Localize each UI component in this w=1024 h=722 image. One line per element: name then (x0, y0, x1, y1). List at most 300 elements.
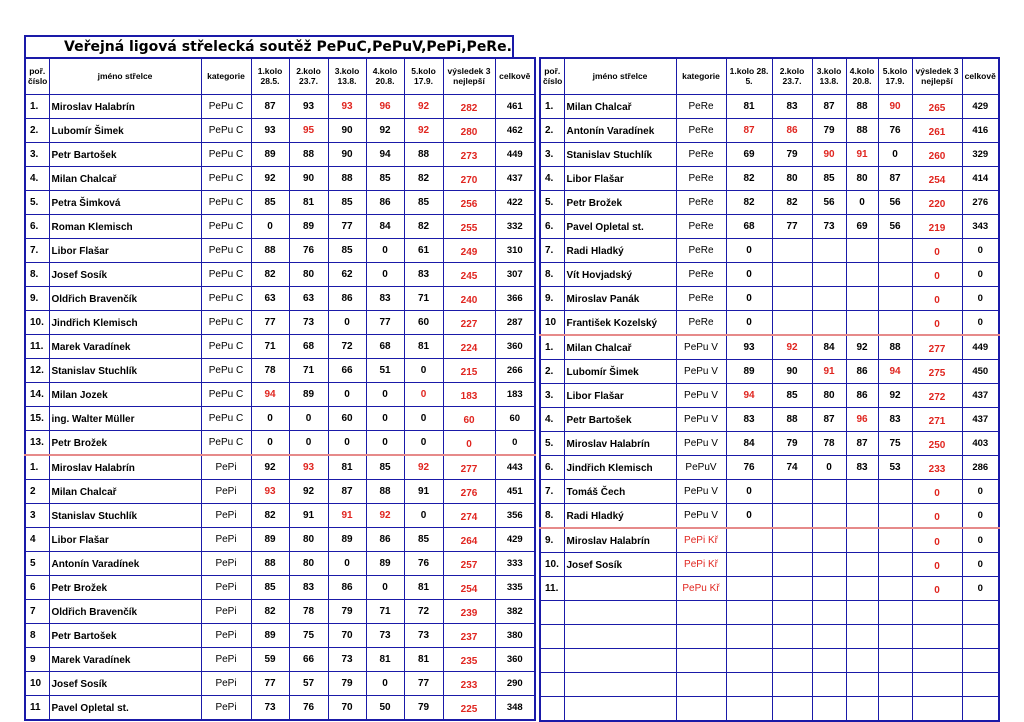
total-score: 461 (495, 95, 535, 119)
round-4-score: 89 (366, 552, 404, 576)
round-3-score (812, 697, 846, 722)
round-2-score (772, 697, 812, 722)
table-row (540, 432, 999, 456)
round-4-score: 83 (366, 287, 404, 311)
round-2-score: 79 (772, 432, 812, 456)
best-3-result: 237 (443, 624, 495, 648)
rank-cell: 9. (540, 287, 564, 311)
header-rank: poř. číslo (540, 58, 564, 95)
round-1-score: 59 (251, 648, 289, 672)
category-cell: PePu C (201, 359, 251, 383)
round-3-score: 66 (328, 359, 366, 383)
total-score: 429 (495, 528, 535, 552)
best-3-result: 250 (912, 432, 962, 456)
table-row (25, 672, 535, 696)
table-row (540, 456, 999, 480)
round-2-score (772, 311, 812, 336)
round-3-score (812, 553, 846, 577)
table-row (25, 263, 535, 287)
round-5-score: 77 (404, 672, 443, 696)
round-4-score: 94 (366, 143, 404, 167)
total-score: 451 (495, 480, 535, 504)
left-results-table (24, 57, 536, 721)
round-3-score (812, 287, 846, 311)
rank-cell: 1. (540, 95, 564, 119)
shooter-name: Libor Flašar (564, 384, 676, 408)
round-5-score: 92 (878, 384, 912, 408)
round-3-score: 81 (328, 455, 366, 480)
round-5-score (878, 528, 912, 553)
round-5-score: 88 (404, 143, 443, 167)
shooter-name: Milan Chalcař (564, 95, 676, 119)
round-1-score: 68 (726, 215, 772, 239)
round-5-score: 79 (404, 696, 443, 721)
round-2-score (772, 649, 812, 673)
round-3-score: 70 (328, 696, 366, 721)
round-3-score (812, 239, 846, 263)
round-1-score: 94 (726, 384, 772, 408)
round-3-score: 85 (812, 167, 846, 191)
best-3-result: 265 (912, 95, 962, 119)
round-1-score (726, 625, 772, 649)
table-row (25, 624, 535, 648)
best-3-result: 0 (912, 577, 962, 601)
round-4-score: 88 (846, 119, 878, 143)
round-3-score: 93 (328, 95, 366, 119)
table-row (25, 600, 535, 624)
table-row (540, 239, 999, 263)
category-cell: PeRe (676, 143, 726, 167)
round-5-score (878, 625, 912, 649)
round-5-score: 85 (404, 191, 443, 215)
shooter-name: Lubomír Šimek (49, 119, 201, 143)
header-round-1: 1.kolo 28. 5. (726, 58, 772, 95)
round-1-score: 82 (726, 167, 772, 191)
round-4-score: 91 (846, 143, 878, 167)
total-score: 183 (495, 383, 535, 407)
category-cell: PePi (201, 504, 251, 528)
shooter-name: Antonín Varadínek (564, 119, 676, 143)
rank-cell: 2. (540, 360, 564, 384)
category-cell: PePi (201, 696, 251, 721)
round-3-score: 87 (812, 408, 846, 432)
round-2-score (772, 553, 812, 577)
round-1-score: 82 (251, 263, 289, 287)
round-5-score: 91 (404, 480, 443, 504)
round-4-score: 69 (846, 215, 878, 239)
round-4-score: 86 (366, 528, 404, 552)
round-3-score (812, 504, 846, 529)
table-row (540, 191, 999, 215)
best-3-result: 272 (912, 384, 962, 408)
best-3-result: 0 (443, 431, 495, 456)
total-score: 290 (495, 672, 535, 696)
header-round-5: 5.kolo 17.9. (878, 58, 912, 95)
shooter-name: Stanislav Stuchlík (49, 359, 201, 383)
round-4-score: 96 (846, 408, 878, 432)
total-score: 462 (495, 119, 535, 143)
shooter-name (564, 697, 676, 722)
table-header-row (540, 58, 999, 95)
table-row (540, 95, 999, 119)
rank-cell: 7. (25, 239, 49, 263)
total-score: 380 (495, 624, 535, 648)
round-5-score (878, 311, 912, 336)
category-cell: PeRe (676, 287, 726, 311)
round-3-score: 90 (812, 143, 846, 167)
rank-cell (540, 649, 564, 673)
round-1-score: 93 (251, 119, 289, 143)
table-row (25, 504, 535, 528)
round-5-score: 75 (878, 432, 912, 456)
round-4-score: 81 (366, 648, 404, 672)
round-3-score: 91 (812, 360, 846, 384)
shooter-name: Milan Chalcař (564, 335, 676, 360)
shooter-name: Marek Varadínek (49, 648, 201, 672)
shooter-name: Josef Sosík (49, 672, 201, 696)
round-1-score: 82 (251, 600, 289, 624)
round-1-score: 94 (251, 383, 289, 407)
category-cell: PePuV (676, 456, 726, 480)
round-4-score: 0 (366, 239, 404, 263)
best-3-result: 277 (443, 455, 495, 480)
round-2-score: 75 (289, 624, 328, 648)
round-5-score: 81 (404, 335, 443, 359)
rank-cell: 14. (25, 383, 49, 407)
round-3-score: 0 (328, 383, 366, 407)
total-score: 0 (962, 311, 999, 336)
round-2-score: 86 (772, 119, 812, 143)
round-1-score: 0 (726, 287, 772, 311)
round-5-score: 81 (404, 648, 443, 672)
round-1-score: 71 (251, 335, 289, 359)
rank-cell: 7. (540, 239, 564, 263)
shooter-name: Josef Sosík (564, 553, 676, 577)
rank-cell: 10 (25, 672, 49, 696)
category-cell: PePu V (676, 504, 726, 529)
round-5-score: 56 (878, 191, 912, 215)
round-5-score: 88 (878, 335, 912, 360)
round-1-score (726, 673, 772, 697)
rank-cell: 3. (25, 143, 49, 167)
round-3-score: 86 (328, 576, 366, 600)
round-3-score: 90 (328, 143, 366, 167)
category-cell: PePi (201, 600, 251, 624)
shooter-name: Marek Varadínek (49, 335, 201, 359)
round-4-score (846, 504, 878, 529)
table-row (540, 311, 999, 336)
round-3-score: 0 (328, 552, 366, 576)
shooter-name: Pavel Opletal st. (564, 215, 676, 239)
round-5-score: 90 (878, 95, 912, 119)
best-3-result: 270 (443, 167, 495, 191)
category-cell (676, 673, 726, 697)
round-5-score: 83 (878, 408, 912, 432)
round-4-score: 0 (366, 263, 404, 287)
round-4-score: 92 (366, 504, 404, 528)
shooter-name: Oldřich Bravenčík (49, 600, 201, 624)
header-round-3: 3.kolo 13.8. (328, 58, 366, 95)
rank-cell: 4. (540, 408, 564, 432)
rank-cell: 8. (540, 504, 564, 529)
table-row (25, 480, 535, 504)
round-4-score: 0 (846, 191, 878, 215)
round-5-score: 87 (878, 167, 912, 191)
table-row (540, 649, 999, 673)
best-3-result: 249 (443, 239, 495, 263)
rank-cell: 8 (25, 624, 49, 648)
round-1-score (726, 553, 772, 577)
shooter-name: Radi Hladký (564, 239, 676, 263)
best-3-result (912, 673, 962, 697)
round-5-score (878, 577, 912, 601)
round-1-score: 76 (726, 456, 772, 480)
table-row (540, 528, 999, 553)
round-5-score: 92 (404, 95, 443, 119)
round-3-score (812, 263, 846, 287)
round-4-score: 92 (846, 335, 878, 360)
total-score: 416 (962, 119, 999, 143)
round-2-score: 68 (289, 335, 328, 359)
header-rank: poř. číslo (25, 58, 49, 95)
round-4-score: 86 (366, 191, 404, 215)
shooter-name (564, 577, 676, 601)
rank-cell: 8. (25, 263, 49, 287)
table-row (540, 263, 999, 287)
shooter-name: ing. Walter Müller (49, 407, 201, 431)
round-4-score: 88 (846, 95, 878, 119)
round-2-score: 76 (289, 239, 328, 263)
table-row (25, 167, 535, 191)
round-2-score: 66 (289, 648, 328, 672)
header-round-2: 2.kolo 23.7. (772, 58, 812, 95)
category-cell: PePu C (201, 311, 251, 335)
round-3-score (812, 311, 846, 336)
shooter-name: Stanislav Stuchlík (564, 143, 676, 167)
round-1-score: 89 (251, 143, 289, 167)
header-best-3: výsledek 3 nejlepší (912, 58, 962, 95)
shooter-name: Josef Sosík (49, 263, 201, 287)
round-3-score: 0 (328, 431, 366, 456)
round-1-score: 0 (726, 504, 772, 529)
best-3-result: 0 (912, 528, 962, 553)
rank-cell: 11. (25, 335, 49, 359)
round-2-score: 80 (289, 528, 328, 552)
category-cell: PePu C (201, 407, 251, 431)
shooter-name: Petra Šimková (49, 191, 201, 215)
round-4-score: 73 (366, 624, 404, 648)
rank-cell: 9. (540, 528, 564, 553)
round-2-score: 81 (289, 191, 328, 215)
table-row (540, 504, 999, 529)
round-2-score: 92 (289, 480, 328, 504)
best-3-result: 255 (443, 215, 495, 239)
table-row (540, 287, 999, 311)
shooter-name: Vít Hovjadský (564, 263, 676, 287)
round-4-score (846, 480, 878, 504)
round-4-score (846, 673, 878, 697)
round-3-score (812, 649, 846, 673)
round-3-score: 90 (328, 119, 366, 143)
category-cell: PePu C (201, 431, 251, 456)
round-2-score: 90 (772, 360, 812, 384)
round-1-score: 0 (726, 311, 772, 336)
rank-cell: 5 (25, 552, 49, 576)
round-1-score: 63 (251, 287, 289, 311)
round-5-score (878, 649, 912, 673)
category-cell: PeRe (676, 311, 726, 336)
total-score: 343 (962, 215, 999, 239)
total-score: 356 (495, 504, 535, 528)
round-1-score: 0 (726, 480, 772, 504)
shooter-name: Jindřich Klemisch (49, 311, 201, 335)
rank-cell: 9 (25, 648, 49, 672)
table-row (540, 215, 999, 239)
best-3-result: 280 (443, 119, 495, 143)
shooter-name: Miroslav Halabrín (49, 455, 201, 480)
total-score (962, 625, 999, 649)
best-3-result: 254 (912, 167, 962, 191)
table-row (540, 697, 999, 722)
best-3-result: 224 (443, 335, 495, 359)
round-2-score (772, 577, 812, 601)
round-4-score: 83 (846, 456, 878, 480)
shooter-name: Petr Brožek (49, 431, 201, 456)
round-1-score: 87 (251, 95, 289, 119)
best-3-result: 239 (443, 600, 495, 624)
round-2-score: 79 (772, 143, 812, 167)
header-total: celkově (962, 58, 999, 95)
total-score: 449 (962, 335, 999, 360)
round-1-score: 88 (251, 239, 289, 263)
round-1-score (726, 528, 772, 553)
round-4-score: 0 (366, 407, 404, 431)
total-score: 286 (962, 456, 999, 480)
round-3-score: 79 (812, 119, 846, 143)
round-4-score: 84 (366, 215, 404, 239)
total-score: 366 (495, 287, 535, 311)
round-4-score: 85 (366, 167, 404, 191)
round-2-score (772, 504, 812, 529)
round-4-score: 50 (366, 696, 404, 721)
table-header-row (25, 58, 535, 95)
round-4-score: 68 (366, 335, 404, 359)
round-5-score: 0 (878, 143, 912, 167)
category-cell: PePi (201, 455, 251, 480)
round-4-score (846, 553, 878, 577)
round-1-score: 77 (251, 311, 289, 335)
shooter-name (564, 673, 676, 697)
shooter-name: Petr Bartošek (49, 143, 201, 167)
round-2-score: 88 (289, 143, 328, 167)
round-1-score: 0 (726, 239, 772, 263)
table-row (540, 480, 999, 504)
table-row (540, 673, 999, 697)
round-3-score (812, 577, 846, 601)
page-title: Veřejná ligová střelecká soutěž PePuC,PePuV,PePi,PeRe. (24, 35, 514, 57)
table-row (540, 577, 999, 601)
category-cell: PePi Kř (676, 553, 726, 577)
total-score: 403 (962, 432, 999, 456)
round-5-score: 73 (404, 624, 443, 648)
round-4-score: 92 (366, 119, 404, 143)
table-row (540, 119, 999, 143)
round-2-score: 0 (289, 407, 328, 431)
best-3-result: 225 (443, 696, 495, 721)
rank-cell: 10. (25, 311, 49, 335)
table-row (25, 431, 535, 456)
round-4-score: 77 (366, 311, 404, 335)
category-cell: PePu V (676, 384, 726, 408)
header-best-3: výsledek 3 nejlepší (443, 58, 495, 95)
round-3-score: 0 (328, 311, 366, 335)
table-row (25, 552, 535, 576)
round-1-score: 85 (251, 191, 289, 215)
total-score: 0 (962, 528, 999, 553)
total-score: 310 (495, 239, 535, 263)
category-cell: PeRe (676, 215, 726, 239)
round-3-score: 70 (328, 624, 366, 648)
best-3-result: 260 (912, 143, 962, 167)
round-3-score: 88 (328, 167, 366, 191)
round-2-score (772, 239, 812, 263)
total-score: 0 (962, 577, 999, 601)
round-5-score: 53 (878, 456, 912, 480)
shooter-name: Libor Flašar (49, 239, 201, 263)
total-score: 443 (495, 455, 535, 480)
category-cell: PePu V (676, 480, 726, 504)
category-cell: PePu Kř (676, 577, 726, 601)
shooter-name: Miroslav Halabrín (49, 95, 201, 119)
round-5-score: 94 (878, 360, 912, 384)
round-5-score: 0 (404, 359, 443, 383)
round-3-score: 73 (812, 215, 846, 239)
rank-cell: 3. (540, 384, 564, 408)
round-3-score: 91 (328, 504, 366, 528)
table-row (25, 311, 535, 335)
round-5-score: 72 (404, 600, 443, 624)
rank-cell: 5. (25, 191, 49, 215)
round-1-score: 73 (251, 696, 289, 721)
round-4-score: 0 (366, 431, 404, 456)
total-score: 0 (495, 431, 535, 456)
shooter-name: Petr Brožek (49, 576, 201, 600)
category-cell: PePu C (201, 335, 251, 359)
rank-cell: 1. (25, 455, 49, 480)
round-2-score (772, 625, 812, 649)
round-3-score (812, 673, 846, 697)
header-name: jméno střelce (49, 58, 201, 95)
category-cell: PePi (201, 528, 251, 552)
round-2-score: 82 (772, 191, 812, 215)
best-3-result: 254 (443, 576, 495, 600)
table-row (25, 191, 535, 215)
shooter-name: Milan Chalcař (49, 167, 201, 191)
category-cell: PePu C (201, 287, 251, 311)
round-5-score: 82 (404, 215, 443, 239)
best-3-result: 240 (443, 287, 495, 311)
total-score: 0 (962, 480, 999, 504)
rank-cell: 12. (25, 359, 49, 383)
total-score (962, 673, 999, 697)
round-1-score: 84 (726, 432, 772, 456)
rank-cell: 2 (25, 480, 49, 504)
best-3-result: 264 (443, 528, 495, 552)
round-1-score: 77 (251, 672, 289, 696)
best-3-result: 271 (912, 408, 962, 432)
rank-cell: 3. (540, 143, 564, 167)
rank-cell: 1. (25, 95, 49, 119)
